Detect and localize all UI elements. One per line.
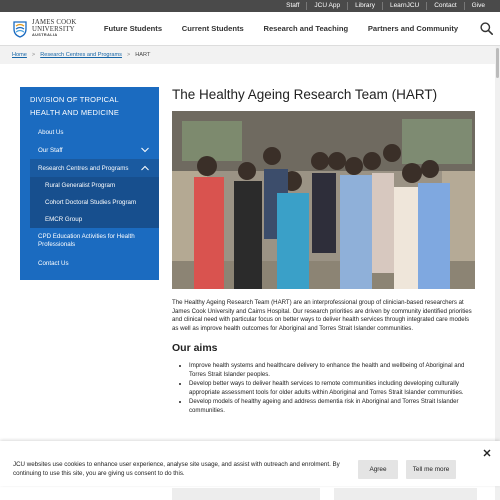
- breadcrumb-current: HART: [135, 52, 151, 58]
- page-scrollbar[interactable]: [495, 46, 500, 500]
- close-icon[interactable]: [483, 449, 491, 457]
- nav-current-students[interactable]: Current Students: [181, 24, 244, 33]
- sidebar-item-label: Contact Us: [38, 259, 69, 267]
- aims-list: [172, 362, 477, 415]
- utility-link-library[interactable]: Library: [347, 2, 382, 10]
- jcu-logo[interactable]: [0, 19, 94, 38]
- sidebar-expanded-group: [30, 159, 159, 228]
- list-item: • Develop models of healthy ageing and address dementia risk in Aboriginal and Torres Strait Islander communities.: [189, 398, 477, 415]
- sidebar-item-label: Cohort Doctoral Studies Program: [45, 199, 137, 206]
- agree-button[interactable]: Agree: [358, 460, 398, 479]
- utility-link-staff[interactable]: Staff: [286, 2, 300, 9]
- sidebar-item-label: Research Centres and Programs: [38, 164, 129, 172]
- sidebar-item-rural-generalist[interactable]: [30, 177, 159, 194]
- sidebar-item-emcr-group[interactable]: [30, 211, 159, 228]
- logo-line-3: AUSTRALIA: [32, 33, 58, 37]
- sidebar-item-our-staff[interactable]: [20, 141, 159, 159]
- logo-line-1: JAMES COOK: [32, 19, 77, 26]
- sidebar-item-about-us[interactable]: [20, 123, 159, 141]
- sidebar-item-label: About Us: [38, 128, 64, 136]
- chevron-right-icon: >: [31, 52, 36, 58]
- list-item: • Develop better ways to deliver health services to remote communities including developing culturally appropriate assessment tools for older adults within Aboriginal and Torres Strait Islander communities.: [189, 380, 477, 397]
- nav-research-and-teaching[interactable]: Research and Teaching: [263, 24, 349, 33]
- logo-wordmark: [32, 19, 77, 38]
- sidebar-item-label: Rural Generalist Program: [45, 182, 116, 189]
- sidebar-item-research-centres[interactable]: [30, 159, 159, 177]
- sidebar-item-label: CPD Education Activities for Health Professionals: [38, 233, 135, 248]
- main-nav: [94, 24, 472, 33]
- main-content: [172, 87, 477, 416]
- chevron-up-icon[interactable]: [141, 166, 149, 171]
- cookie-banner: [0, 441, 500, 486]
- tell-me-more-button[interactable]: Tell me more: [406, 460, 456, 479]
- nav-partners-and-community[interactable]: Partners and Community: [367, 24, 459, 33]
- scrollbar-thumb[interactable]: [496, 48, 499, 78]
- sidebar-item-label: EMCR Group: [45, 216, 83, 223]
- section-sidebar: [20, 87, 159, 280]
- content-images-strip: [172, 486, 477, 500]
- breadcrumb: [0, 46, 500, 64]
- breadcrumb-parent[interactable]: Research Centres and Programs: [40, 52, 122, 58]
- intro-paragraph: The Healthy Ageing Research Team (HART) are an interprofessional group of clinician-based researchers at James Cook University and Cairns Hospital. Our research priorities are driven by community identified priorities and clinical need with particular focus on better ways to deliver health services through integrated care models as well as improve health outcomes for Aboriginal and Torres Strait Islander communities.: [172, 299, 472, 332]
- list-item: • Improve health systems and healthcare delivery to enhance the health and wellbeing of Aboriginal and Torres Strait Islander peoples.: [189, 362, 477, 379]
- sidebar-item-label: Our Staff: [38, 146, 63, 154]
- utility-link-give[interactable]: Give: [464, 2, 492, 10]
- utility-link-jcu-app[interactable]: JCU App: [306, 2, 347, 10]
- sidebar-item-contact-us[interactable]: [20, 254, 159, 272]
- site-header: [0, 12, 500, 46]
- cookie-message: JCU websites use cookies to enhance user experience, analyse site usage, and assist with outreach and enrolment. By continuing to use this site, you are giving us consent to do this.: [13, 461, 340, 477]
- jcu-crest-icon: [12, 20, 28, 38]
- search-button[interactable]: [472, 22, 500, 35]
- sidebar-submenu: [30, 177, 159, 228]
- sidebar-title[interactable]: DIVISION OF TROPICAL HEALTH AND MEDICINE: [30, 95, 120, 117]
- utility-link-learnjcu[interactable]: LearnJCU: [382, 2, 426, 10]
- sidebar-item-cohort-doctoral[interactable]: [30, 194, 159, 211]
- nav-future-students[interactable]: Future Students: [103, 24, 163, 33]
- utility-link-contact[interactable]: Contact: [426, 2, 463, 10]
- logo-line-2: UNIVERSITY: [32, 26, 75, 33]
- sidebar-item-cpd[interactable]: [20, 228, 159, 254]
- chevron-down-icon[interactable]: [141, 148, 149, 153]
- utility-bar: [0, 0, 500, 12]
- chevron-right-icon: >: [126, 52, 131, 58]
- breadcrumb-home[interactable]: Home: [12, 52, 27, 58]
- team-photo: [172, 111, 475, 289]
- page-title: The Healthy Ageing Research Team (HART): [172, 87, 438, 102]
- search-icon: [480, 22, 493, 35]
- aims-heading: Our aims: [172, 342, 218, 355]
